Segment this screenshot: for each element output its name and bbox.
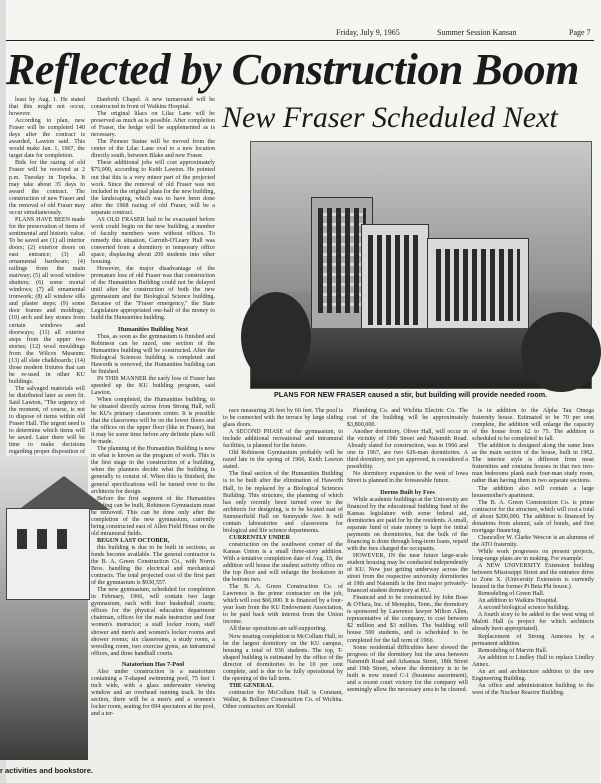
photo-caption: PLANS FOR NEW FRASER caused a stir, but building will provide needed room. bbox=[274, 390, 548, 399]
section-lead: CURRENTLY UNDER bbox=[229, 534, 291, 541]
paragraph: According to plan, new Fraser will be completed 140 days after the contract is awarded, Lawton said. This would make Jan. 1, 1967, the target date for completion. bbox=[9, 118, 85, 160]
paragraph: These additional jobs will cost approximately $75,000, according to Keith Lawton. He pointed out that this is a very minor part of the projected work. Since the removal of old Fraser was not included in the original plans for the new building, the landscaping, which was to have been done after the 1968 razing of old Fraser, will be a separate contract. bbox=[91, 160, 215, 216]
photo-roof bbox=[18, 476, 110, 510]
paragraph: An addition to Lindley Hall to replace Lindley Annex. bbox=[472, 654, 594, 668]
paragraph: contractor for McCollum Hall is Constant, Walter, & Bollmer Construction Co. of Wichita. Other contractors are Kendall bbox=[223, 689, 343, 710]
photo-wall bbox=[6, 508, 90, 600]
paragraph: Remodeling of Marvin Hall. bbox=[478, 647, 548, 654]
paragraph: Old Robinson Gymnasium probably will be razed late in the spring of 1966, Keith Lawton stated. bbox=[223, 450, 343, 471]
paragraph: The addition is designed along the same lines as the main section of the house, built in 1962. The interior style is different from most fraternities and contains houses in that two two-man bedrooms plank each four-man study room, rather than having them in two separate sections. bbox=[472, 443, 594, 485]
paragraph: least by Aug. 1. He stated that this might not occur, however. bbox=[9, 97, 85, 118]
article-column-2 bbox=[91, 97, 215, 769]
paragraph: Another dormitory, Oliver Hall, will occur in the vicinity of 19th Street and Naismith Road. Already slated for construction, was in 1966 and one in 1967, are two 626-man dormitories. A third dormitory, not yet approved, is considered a possibility. bbox=[347, 429, 468, 471]
paragraph: this building is due to be built in sections, as funds become available. The general contractor is the B. A. Green Construction Co., with Norris Bros. handling the electrical and mechanical contracts. The total projected cost of the first part of the gymnasium is $930,557. bbox=[91, 544, 215, 587]
section-heading: Dorms Built by Fees bbox=[380, 488, 435, 496]
paragraph: Financed and to be constructed by John Bose & O'Hara, Inc. of Memphis, Tenn., the dormitory is sponsored by Lawrence lawyer Milton Allen, representative of the company, to cost between $2 million and $3 million. The building will house 500 students, and is scheduled to be completed for the fall term of 1966. bbox=[347, 595, 468, 644]
paragraph: The salvaged materials will be distributed later as seen fit. Said Lawton, "The urgency of the moment, of course, is not to dispose of items within old Fraser Hall. The urgent need is to determine which items will be saved. Later there will be time to make decisions regarding proper disposition of bbox=[9, 385, 85, 456]
paragraph: HOWEVER, IN the near future large-scale student housing may be conducted independently of KU. Now just getting underway across the street from the respective university dormitories at 19th and Naismith is the first major privately-financed student dormitory at KU. bbox=[347, 552, 468, 595]
paragraph: Chancellor W. Clarke Wescoe is an alumnus of the ATO fraternity. bbox=[472, 534, 594, 548]
paragraph: The original lilacs on Lilac Lane will be preserved as much as is possible. After completion of Fraser, the hedge will be supplemented as is necessary. bbox=[91, 111, 215, 139]
paragraph: However, the major disadvantage of the premature loss of old Fraser was that construction of the Humanities Building could not be delayed until after the construction of both the new gymnasium and the Biological Science building. Because of the "Fraser emergency," the State Legislature appropriated one-half of the money to build the Humanities building. bbox=[91, 266, 215, 322]
header-page-number: Page 7 bbox=[569, 28, 591, 37]
paragraph: A fourth story to be added to the west wing of Malott Hall (a project for which architects already been appropriated). bbox=[472, 612, 594, 633]
paragraph: construction on the southwest corner of the Kansas Union is a small three-story addition. With a tentative completion date of Aug. 15, the addition will house the student activity office on the top floor and will enlarge the bookstore in the bottom two. bbox=[223, 541, 343, 584]
paragraph: The Pioneer Statue will be moved from the center of the Lilac Lane oval to a new location directly south, between Blake and new Fraser. bbox=[91, 139, 215, 160]
header-paper-name: Summer Session Kansan bbox=[437, 28, 517, 37]
fraser-hall-photo bbox=[250, 141, 592, 389]
paragraph: Thus, as soon as the gymnasium is finished and Robinson can be razed, one section of the Humanities building will be constructed. After the Biological Sciences building is completed and Haworth is removed, the Humanities building can be finished. bbox=[91, 333, 215, 375]
section-lead: THE GENERAL bbox=[229, 682, 274, 689]
paragraph: All these operations are self-supporting. bbox=[229, 626, 327, 633]
paragraph: Replacement of Strong Annexes by a permanent addition. bbox=[472, 633, 594, 647]
paragraph: race measuring 26 feet by 60 feet. The pool is to be connected with the terrace by large sliding glass doors. bbox=[223, 408, 343, 429]
paragraph: No dormitory expansion to the west of Iowa Street is planned in the foreseeable future. bbox=[347, 471, 468, 485]
paragraph: AS OLD FRASER had to be evacuated before work could begin on the new building, a number of faculty members were without offices. To remedy this situation, Carruth-O'Leary Hall was converted from a dormitory to temporary office space, displacing about 200 students into other housing. bbox=[91, 216, 215, 266]
union-addition-photo bbox=[0, 456, 88, 760]
paragraph: Remodeling of Green Hall. bbox=[478, 591, 545, 598]
window-grid bbox=[318, 208, 366, 313]
paragraph: A NEW UNIVERSITY Extension building between Mississippi Street and the entrance drive to Zone X. (University Extension is currently housed in the former Pi Beta Phi house.) bbox=[472, 563, 594, 591]
section-heading: Natatorium Has 7-Pool bbox=[121, 660, 185, 668]
main-headline: Reflected by Construction Boom bbox=[6, 45, 579, 94]
paragraph: When completed, the Humanities building, to be situated directly across from Strong Hall, will be KU's primary classroom center. It is possible that the classrooms will be on the lower floors and the offices on the upper floor (like in Fraser), but it may be some time before any definite plans will be made. bbox=[91, 396, 215, 446]
paragraph: Danforth Chapel. A new turnaround will be constructed in front of Watkins Hospital. bbox=[91, 97, 215, 111]
paragraph: Bids for the razing of old Fraser will be received at 2 p.m. Tuesday in Topeka. It may take about 35 days to award the contract. The construction of new Fraser and the removal of old Fraser may occur simultaneously. bbox=[9, 160, 85, 216]
paragraph: An office and administration building to the west of the Nuclear Reactor Building. bbox=[472, 682, 594, 696]
paragraph: Some residential difficulties have slowed the progress of the dormitory but the area between Naismith Road and Arkansas Street, 18th Street and 19th Street, where the dormitory is to be built is now zoned C-1 (business assortment), and a recent court victory for the company will seemingly allow the necessary area to be cleared. bbox=[347, 644, 468, 693]
building-wing-right bbox=[427, 238, 529, 342]
paragraph: is in addition to the Alpha Tau Omega fraternity house. Estimated to be 70 per cent complete, the addition will enlarge the capacity of the house from 62 to 75. The addition is scheduled to be completed in fall. bbox=[472, 408, 594, 443]
article-column-5 bbox=[472, 408, 594, 780]
header-rule bbox=[6, 40, 594, 41]
paragraph: PLANS HAVE BEEN made for the preservation of items of sentimental and historic value. To be saved are (1) all interior doors; (2) exterior doors on east entrance; (3) all ornamental hardware; (4) railings from the main stairway; (5) all wood window shutters; (6) some mortal windows; (7) all ornamental ironwork; (8) all window sills and plaster steps; (9) some door frames and moldings; (10) arch and key stones from certain windows and doorways; (11) all exterior steps from the upper two stories; (12) wool mouldings from the Wilcox Museum; (13) all slate chalkboards; (14) those modern fixtures that can be re-used in other KU buildings. bbox=[9, 216, 85, 385]
paragraph: The B. A. Green Construction Co. is prime contractor for the structure, which will cost a total of about $200,000. The addition is financed by donations from alumni, sale of bonds, and first mortgage financing. bbox=[472, 499, 595, 534]
article-column-3 bbox=[223, 408, 343, 780]
paragraph: Plumbing Co. and Wichita Electric Co. The cost of the building will be approximately $3,800,000. bbox=[347, 408, 468, 429]
section-heading: Humanities Building Next bbox=[118, 325, 188, 333]
window-grid bbox=[436, 249, 520, 321]
page-header bbox=[0, 28, 600, 40]
paragraph: While work progresses on present projects, long-range plans are in making. For example: bbox=[472, 548, 594, 562]
section-lead: BEGUN LAST OCTOBER, bbox=[97, 537, 170, 544]
paragraph: While academic buildings at the University are financed by the educational building fund of the Kansas legislature with some federal aid, dormitories are paid for by the residents. A small, separate fund of state money is kept for initial payments on dormitories, but the bulk of the financing is done through long-term loans, repaid with the fees charged the occupants. bbox=[347, 496, 468, 552]
paragraph: The addition also will contain a large housemother's apartment. bbox=[472, 485, 594, 499]
tree bbox=[521, 312, 601, 392]
paragraph: An art and architecture addition to the new Engineering Building. bbox=[472, 668, 594, 682]
tree bbox=[241, 292, 311, 382]
paragraph: The planning of the Humanities Building is now in what is known as the program of work. This is the first stage in the construction of a building, when the planners decide what the building is generally to consist of. When this is finished, the general specifications will be turned over to the architects for design. bbox=[91, 446, 215, 495]
article-column-4 bbox=[347, 408, 468, 780]
paragraph: A SECOND PHASE of the gymnasium, to include additional recreational and intramural facilities, is planned for the future. bbox=[223, 429, 343, 450]
paragraph: Also under construction is a natatorium containing a T-shaped swimming pool, 75 feet 1 inch wide, with a glass underwater viewing window and an overhead running track. In this section, there will be a men's and a women's locker room, seating for 694 spectators at the pool, and a ter- bbox=[91, 668, 215, 718]
paragraph: The B. A. Green Construction Co. of Lawrence is the prime contractor on the job, which will cost $66,000. It is financed by a four-year loan from the KU Endowment Association, to be paid back with interest from the Union income. bbox=[223, 584, 343, 626]
header-date: Friday, July 9, 1965 bbox=[336, 28, 400, 37]
article-column-1 bbox=[9, 97, 85, 456]
paragraph: An addition to Watkins Hospital. bbox=[478, 598, 559, 605]
paragraph: A second biological science building. bbox=[478, 605, 570, 612]
window-grid bbox=[368, 235, 422, 325]
sub-headline: New Fraser Scheduled Next bbox=[222, 101, 558, 134]
paragraph: The new gymnasium, scheduled for completion in February, 1966, will contain two large gymnasium, each with four basketball courts; offices for the physical education department chairman, offices for the male instructor and four women's instructor; a staff locker room, staff shower and men's and women's locker rooms and shower rooms; six classrooms, a study room, a wrestling room, two exercise gyms, an intramural offices, and three handball courts. bbox=[91, 587, 215, 657]
left-photo-caption: r activities and bookstore. bbox=[0, 766, 93, 775]
paragraph: IN THIS MANNER the early loss of Fraser has speeded up the KU building program, said Lawton. bbox=[91, 375, 215, 396]
paragraph: The final section of the Humanities Building is to be built after the elimination of Haworth Hall, to be replaced by a Biological Sciences Building. This structure, the planning of which has only recently been turned over to the architects for designing, is to be located east of Summerfield Hall on Sunnyside Ave. It will contain laboratories and classrooms for biological and life science departments. bbox=[223, 471, 343, 534]
paragraph: Now nearing completion is McCollum Hall, to be the largest dormitory on the KU campus, housing a total of 936 students. The top, T-shaped building is estimated by the office of the director of dormitories to be 10 per cent complete, and is due to be fully operational by the opening of the fall term. bbox=[223, 633, 343, 682]
paragraph: Before the first segment of the Humanities Building can be built, Robinson Gymnasium must be removed. This can be done only after the completion of the new gymnasium, currently being constructed east of Allen Field House on the old intramural fields. bbox=[91, 495, 215, 537]
